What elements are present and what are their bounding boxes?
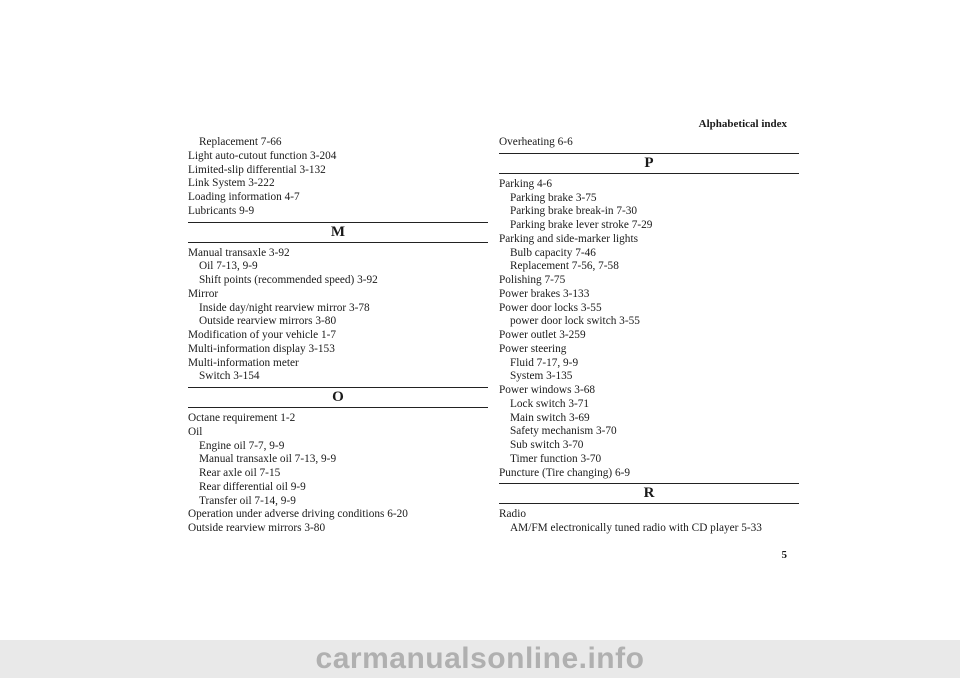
section-letter-p: P — [499, 153, 799, 174]
index-subentry: Timer function 3-70 — [510, 452, 602, 465]
index-entry: Power windows 3-68 — [499, 384, 596, 396]
index-subentry: Sub switch 3-70 — [510, 439, 584, 451]
index-subentry: Main switch 3-69 — [510, 411, 590, 424]
index-entry: Link System 3-222 — [188, 177, 275, 190]
index-subentry: Transfer oil 7-14, 9-9 — [199, 494, 296, 507]
index-entry: Mirror — [188, 287, 219, 300]
index-subentry: Outside rearview mirrors 3-80 — [199, 315, 337, 328]
index-entry: Power brakes 3-133 — [499, 287, 590, 300]
index-subentry: System 3-135 — [510, 370, 573, 383]
section-letter-o: O — [188, 387, 488, 408]
index-subentry: Parking brake lever stroke 7-29 — [510, 219, 653, 231]
index-subentry: Shift points (recommended speed) 3-92 — [199, 274, 378, 286]
index-subentry: Parking brake break-in 7-30 — [510, 205, 638, 218]
index-column-right — [499, 136, 799, 536]
index-entry: Manual transaxle 3-92 — [188, 246, 290, 259]
index-entry: Modification of your vehicle 1-7 — [188, 329, 337, 341]
index-entry: Polishing 7-75 — [499, 274, 566, 286]
index-entry: Multi-information meter — [188, 356, 299, 369]
index-subentry: Oil 7-13, 9-9 — [199, 260, 258, 273]
section-letter-m: M — [188, 222, 488, 243]
index-column-left — [188, 136, 488, 536]
index-entry: Parking 4-6 — [499, 177, 553, 190]
index-subentry: Rear axle oil 7-15 — [199, 467, 281, 479]
index-entry: Overheating 6-6 — [499, 136, 573, 148]
index-entry: Parking and side-marker lights — [499, 232, 638, 245]
index-subentry: Engine oil 7-7, 9-9 — [199, 439, 285, 452]
index-entry: Power door locks 3-55 — [499, 301, 602, 314]
index-entry: Multi-information display 3-153 — [188, 342, 335, 355]
index-entry: Puncture (Tire changing) 6-9 — [499, 466, 631, 479]
index-subentry: Rear differential oil 9-9 — [199, 480, 306, 493]
index-entry: Power outlet 3-259 — [499, 329, 586, 341]
index-subentry: Switch 3-154 — [199, 370, 260, 383]
section-letter-r: R — [499, 483, 799, 504]
index-subentry: power door lock switch 3-55 — [510, 315, 640, 328]
index-entry: Limited-slip differential 3-132 — [188, 163, 326, 176]
index-subentry: Inside day/night rearview mirror 3-78 — [199, 301, 370, 314]
index-entry: Radio — [499, 508, 526, 521]
watermark-banner: carmanualsonline.info — [0, 640, 960, 678]
index-entry: Octane requirement 1-2 — [188, 412, 296, 424]
index-entry: Power steering — [499, 342, 567, 355]
index-subentry: Replacement 7-56, 7-58 — [510, 260, 619, 273]
index-entry: Loading information 4-7 — [188, 191, 300, 203]
page-header-title: Alphabetical index — [698, 118, 787, 130]
index-subentry: Replacement 7-66 — [199, 136, 282, 148]
index-subentry: Manual transaxle oil 7-13, 9-9 — [199, 453, 337, 466]
index-entry: Operation under adverse driving conditions 6-20 — [188, 508, 408, 521]
index-subentry: Bulb capacity 7-46 — [510, 246, 596, 259]
index-subentry: Parking brake 3-75 — [510, 191, 597, 204]
page-number: 5 — [781, 549, 787, 561]
index-entry: Oil — [188, 425, 203, 438]
index-entry: Lubricants 9-9 — [188, 204, 255, 217]
index-subentry: AM/FM electronically tuned radio with CD player 5-33 — [510, 522, 762, 534]
index-subentry: Lock switch 3-71 — [510, 397, 590, 410]
index-subentry: Safety mechanism 3-70 — [510, 425, 617, 438]
index-subentry: Fluid 7-17, 9-9 — [510, 356, 579, 369]
index-entry: Light auto-cutout function 3-204 — [188, 149, 337, 162]
index-entry: Outside rearview mirrors 3-80 — [188, 522, 326, 534]
